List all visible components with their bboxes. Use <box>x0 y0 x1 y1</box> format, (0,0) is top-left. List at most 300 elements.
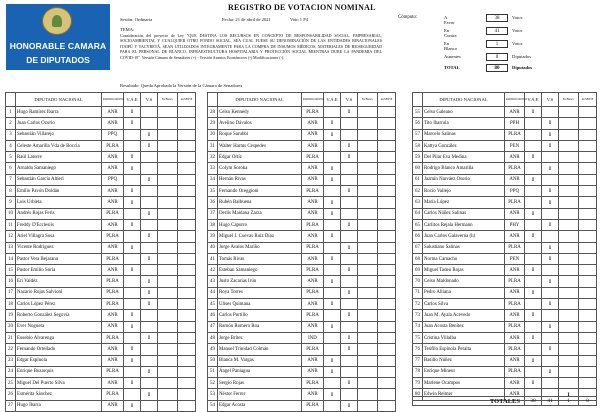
vote-vs <box>542 287 559 298</box>
row-number: 55 <box>413 107 423 118</box>
vote-vs <box>542 332 559 343</box>
vote-vs: I <box>341 186 358 197</box>
deputy-name: Carlos Silva <box>423 299 505 310</box>
vote-blank <box>158 231 178 242</box>
row-number: 28 <box>208 107 218 118</box>
row-number: 66 <box>413 231 423 242</box>
party-code: PLRA <box>505 163 525 174</box>
deputy-name: Fernando Ortellado <box>16 344 102 355</box>
vote-vs <box>141 265 158 276</box>
party-code: PLRA <box>102 389 124 400</box>
deputy-name: Vicente Rodríguez <box>16 242 102 253</box>
vote-vae <box>324 152 341 163</box>
deputy-name: Eusebio Alvarenga <box>16 332 102 343</box>
vote-vae <box>124 140 141 151</box>
vote-vs <box>341 299 358 310</box>
vote-blank <box>158 344 178 355</box>
vote-absent <box>579 265 597 276</box>
deputy-name: Eri Valdéz <box>16 276 102 287</box>
table-row <box>413 321 597 332</box>
vote-blank <box>358 174 378 185</box>
vote-blank <box>358 310 378 321</box>
table-row <box>208 197 396 208</box>
row-number: 67 <box>413 242 423 253</box>
table-row <box>208 310 396 321</box>
vote-blank <box>358 208 378 219</box>
vote-blank <box>559 253 579 264</box>
table-row <box>208 152 396 163</box>
vote-absent <box>579 332 597 343</box>
vote-vae: I <box>124 152 141 163</box>
vote-absent <box>378 389 396 400</box>
vote-blank <box>559 366 579 377</box>
table-row <box>208 389 396 400</box>
row-number: 30 <box>208 129 218 140</box>
deputy-name: Carlos López Pérez <box>16 299 102 310</box>
row-number: 12 <box>6 231 16 242</box>
party-code: PLRA <box>102 140 124 151</box>
vote-vs <box>341 321 358 332</box>
vote-vae: I <box>124 242 141 253</box>
vote-vae: I <box>324 208 341 219</box>
table-row <box>413 378 597 389</box>
deputy-name: Ángel Paniagua <box>218 366 302 377</box>
vote-vs: I <box>542 219 559 230</box>
vote-absent <box>579 152 597 163</box>
party-code: ANR <box>302 208 324 219</box>
vote-vae: I <box>124 310 141 321</box>
row-number: 32 <box>208 152 218 163</box>
row-number: 8 <box>6 186 16 197</box>
party-code: ANR <box>302 321 324 332</box>
table-row <box>6 265 196 276</box>
vote-absent <box>178 366 196 377</box>
vote-vs: I <box>542 366 559 377</box>
vote-vae: I <box>124 163 141 174</box>
vote-vae: I <box>324 118 341 129</box>
vote-vae <box>525 366 542 377</box>
vote-vae: I <box>124 197 141 208</box>
vote-absent <box>378 400 396 411</box>
row-number: 48 <box>208 332 218 343</box>
vote-blank <box>158 152 178 163</box>
deputy-name: Esmérita Sánchez <box>16 389 102 400</box>
row-number: 17 <box>6 287 16 298</box>
party-code: PLRA <box>505 276 525 287</box>
vote-absent <box>178 163 196 174</box>
party-code: ANR <box>302 197 324 208</box>
deputy-name: Marcelo Salinas <box>423 129 505 140</box>
col-blank: En Blanco <box>358 93 378 107</box>
row-number: 7 <box>6 174 16 185</box>
table-row <box>6 140 196 151</box>
vote-vs: I <box>141 389 158 400</box>
vote-vae: I <box>525 265 542 276</box>
row-number: 6 <box>6 163 16 174</box>
row-number: 38 <box>208 219 218 230</box>
party-code: ANR <box>505 332 525 343</box>
table-row <box>208 400 396 411</box>
deputy-name: Hernán Rivas <box>218 174 302 185</box>
vote-vae <box>324 378 341 389</box>
deputy-name: Sergio Rojas <box>218 378 302 389</box>
row-number: 37 <box>208 208 218 219</box>
table-row <box>413 242 597 253</box>
row-number: 21 <box>6 332 16 343</box>
table-row <box>413 287 597 298</box>
col-name: DIPUTADO NACIONAL <box>423 93 505 107</box>
vote-blank <box>358 332 378 343</box>
table-row <box>6 242 196 253</box>
vote-blank <box>158 197 178 208</box>
row-number: 15 <box>6 265 16 276</box>
party-code: ANR <box>102 219 124 230</box>
row-number: 47 <box>208 321 218 332</box>
row-number: 45 <box>208 299 218 310</box>
vote-vs: I <box>341 242 358 253</box>
party-code: PPQ <box>102 174 124 185</box>
deputy-name: Nazario Rojas Salvioni <box>16 287 102 298</box>
vote-vs: I <box>141 299 158 310</box>
vote-vs: I <box>542 140 559 151</box>
vote-blank <box>559 197 579 208</box>
deputy-name: Jazmín Narváez Osorio <box>423 174 505 185</box>
vote-vae <box>124 276 141 287</box>
party-code: PPH <box>505 118 525 129</box>
party-code: PLRA <box>102 366 124 377</box>
col-party: PARTIDO MOVIM <box>302 93 324 107</box>
vote-blank <box>358 400 378 411</box>
vote-blank <box>358 118 378 129</box>
vote-vs: I <box>141 174 158 185</box>
vote-blank <box>559 219 579 230</box>
vote-blank <box>158 186 178 197</box>
row-number: 5 <box>6 152 16 163</box>
vote-absent <box>378 152 396 163</box>
table-row <box>208 163 396 174</box>
summary-row-label: En Contra <box>444 28 457 38</box>
vote-blank <box>158 276 178 287</box>
summary-row-label: Ausentes <box>444 54 461 59</box>
vote-vs: I <box>542 118 559 129</box>
vote-vae <box>324 310 341 321</box>
vote-vs: I <box>341 400 358 411</box>
vote-vs: I <box>542 344 559 355</box>
vote-vae: I <box>525 208 542 219</box>
vote-blank <box>358 186 378 197</box>
vote-vae: I <box>324 355 341 366</box>
vote-absent <box>178 332 196 343</box>
deputy-name: Kattya González <box>423 140 505 151</box>
row-number: 14 <box>6 253 16 264</box>
vote-vs: I <box>141 253 158 264</box>
row-number: 74 <box>413 321 423 332</box>
party-code: PLRA <box>505 366 525 377</box>
vote-blank <box>158 208 178 219</box>
vote-vs: I <box>141 129 158 140</box>
row-number: 18 <box>6 299 16 310</box>
vote-vae: I <box>124 118 141 129</box>
vote-vae <box>324 140 341 151</box>
col-absent: AUSENTE <box>378 93 396 107</box>
summary-row-value: 41 <box>486 27 508 35</box>
row-number: 20 <box>6 321 16 332</box>
col-number <box>208 93 218 107</box>
vote-absent <box>178 208 196 219</box>
deputy-name: Jorge Brítez <box>218 332 302 343</box>
table-row <box>208 231 396 242</box>
vote-vs: I <box>542 253 559 264</box>
vote-vae: I <box>525 107 542 118</box>
vote-blank <box>158 355 178 366</box>
vote-vae: I <box>324 366 341 377</box>
vote-vs: I <box>341 140 358 151</box>
vote-absent <box>378 321 396 332</box>
summary-row-value: 38 <box>486 14 508 22</box>
vote-absent <box>178 253 196 264</box>
vote-absent <box>378 299 396 310</box>
party-code: ANR <box>505 265 525 276</box>
table-row <box>6 366 196 377</box>
party-code: ANR <box>302 140 324 151</box>
deputy-name: Luis Urbieta <box>16 197 102 208</box>
vote-blank <box>358 321 378 332</box>
vote-vs <box>341 129 358 140</box>
party-code: ANR <box>302 163 324 174</box>
deputy-name: Ulises Quintana <box>218 299 302 310</box>
vote-absent <box>579 118 597 129</box>
row-number: 33 <box>208 163 218 174</box>
table-row <box>208 265 396 276</box>
vote-blank <box>559 118 579 129</box>
party-code: ANR <box>505 310 525 321</box>
vote-vs: I <box>542 129 559 140</box>
row-number: 62 <box>413 186 423 197</box>
row-number: 57 <box>413 129 423 140</box>
party-code: ANR <box>102 310 124 321</box>
table-row <box>6 107 196 118</box>
table-row <box>208 107 396 118</box>
col-vae: V.A.E <box>324 93 341 107</box>
vote-vs <box>341 276 358 287</box>
party-code: ANR <box>102 321 124 332</box>
deputy-name: Rodrigo Blanco Amarilla <box>423 163 505 174</box>
vote-vae: I <box>124 378 141 389</box>
vote-blank <box>358 107 378 118</box>
vote-vs <box>141 378 158 389</box>
vote-absent <box>178 152 196 163</box>
row-number: 76 <box>413 344 423 355</box>
row-number: 9 <box>6 197 16 208</box>
vote-vae <box>124 208 141 219</box>
deputy-name: Blanca M. Vargas <box>218 355 302 366</box>
vote-blank <box>559 140 579 151</box>
vote-vae: I <box>124 400 141 411</box>
summary-row-value: 0 <box>486 53 508 61</box>
table-row <box>413 332 597 343</box>
row-number: 16 <box>6 276 16 287</box>
summary-row-label: A Favor <box>444 15 455 25</box>
vote-vs: I <box>341 344 358 355</box>
table-row <box>6 310 196 321</box>
party-code: ANR <box>102 344 124 355</box>
vote-vs <box>141 219 158 230</box>
vote-vs: I <box>341 219 358 230</box>
vote-absent <box>579 163 597 174</box>
vote-absent <box>178 140 196 151</box>
deputies-table-3 <box>412 92 597 401</box>
vote-vs <box>141 152 158 163</box>
deputy-name: Edgar Acosta <box>218 400 302 411</box>
vote-absent <box>579 140 597 151</box>
vote-vs: I <box>542 163 559 174</box>
vote-vae <box>525 129 542 140</box>
table-row <box>6 118 196 129</box>
col-vae: V.A.E <box>525 93 542 107</box>
vote-vs: I <box>341 152 358 163</box>
vote-vs <box>341 366 358 377</box>
vote-absent <box>178 276 196 287</box>
party-code: ANR <box>505 231 525 242</box>
vote-vae <box>324 242 341 253</box>
vote-absent <box>579 366 597 377</box>
deputy-name: Sebastián Villarejo <box>16 129 102 140</box>
party-code: PLRA <box>302 378 324 389</box>
party-code: ANR <box>302 231 324 242</box>
party-code: ANR <box>102 197 124 208</box>
summary-row-unit: Votos <box>512 15 523 20</box>
vote-blank <box>158 287 178 298</box>
row-number: 75 <box>413 332 423 343</box>
party-code: ANR <box>102 107 124 118</box>
row-number: 51 <box>208 366 218 377</box>
vote-vs: I <box>141 231 158 242</box>
vote-absent <box>378 118 396 129</box>
vote-vae <box>124 287 141 298</box>
vote-absent <box>178 197 196 208</box>
vote-vae <box>324 287 341 298</box>
table-row <box>413 129 597 140</box>
vote-absent <box>178 355 196 366</box>
row-number: 77 <box>413 355 423 366</box>
party-code: PLRA <box>505 344 525 355</box>
deputy-name: Freddy D'Ecclesiis <box>16 219 102 230</box>
vote-vs: I <box>341 265 358 276</box>
row-number: 22 <box>6 344 16 355</box>
vote-blank <box>559 208 579 219</box>
vote-absent <box>178 321 196 332</box>
vote-absent <box>378 197 396 208</box>
vote-blank <box>158 321 178 332</box>
vote-vs <box>141 107 158 118</box>
vote-absent <box>178 378 196 389</box>
row-number: 61 <box>413 174 423 185</box>
row-number: 13 <box>6 242 16 253</box>
deputy-name: Juan M. Ayala Acevedo <box>423 310 505 321</box>
total-blank: 1 <box>559 397 579 406</box>
vote-absent <box>378 276 396 287</box>
party-code: PPQ <box>102 129 124 140</box>
table-row <box>6 152 196 163</box>
party-code: PLRA <box>505 299 525 310</box>
deputy-name: Tito Ibarrola <box>423 118 505 129</box>
vote-vs: I <box>341 287 358 298</box>
table-row <box>6 287 196 298</box>
row-number: 49 <box>208 344 218 355</box>
row-number: 59 <box>413 152 423 163</box>
deputy-name: Ariel Villagra Sosa <box>16 231 102 242</box>
vote-vae <box>525 163 542 174</box>
deputy-name: Edwin Reimer <box>423 389 505 400</box>
party-code: ANR <box>302 389 324 400</box>
vote-vs <box>542 152 559 163</box>
vote-blank <box>158 107 178 118</box>
vote-absent <box>579 208 597 219</box>
row-number: 1 <box>6 107 16 118</box>
table-row <box>208 186 396 197</box>
vote-vs <box>341 208 358 219</box>
party-code: ANR <box>102 186 124 197</box>
vote-absent <box>178 287 196 298</box>
table-row <box>413 366 597 377</box>
vote-blank <box>559 129 579 140</box>
deputy-name: Enrique Mineur <box>423 366 505 377</box>
vote-absent <box>178 129 196 140</box>
col-blank: En Blanco <box>559 93 579 107</box>
vote-vs <box>141 163 158 174</box>
table-row <box>413 355 597 366</box>
vote-vae: I <box>324 129 341 140</box>
vote-absent <box>378 344 396 355</box>
row-number: 60 <box>413 163 423 174</box>
vote-vs <box>141 118 158 129</box>
vote-absent <box>579 276 597 287</box>
vote-absent <box>579 378 597 389</box>
vote-blank <box>158 242 178 253</box>
deputy-name: Esteban Samaniego <box>218 265 302 276</box>
vote-vs: I <box>141 366 158 377</box>
deputy-name: Tomás Rivas <box>218 253 302 264</box>
vote-blank <box>158 299 178 310</box>
vote-blank <box>358 140 378 151</box>
deputies-table-1 <box>5 92 196 412</box>
row-number: 68 <box>413 253 423 264</box>
vote-vae: I <box>525 310 542 321</box>
vote-vae: I <box>324 163 341 174</box>
table-row <box>413 186 597 197</box>
summary-row-unit: Votos <box>512 28 523 33</box>
vote-blank <box>559 344 579 355</box>
vote-vs: I <box>141 140 158 151</box>
vote-blank <box>158 366 178 377</box>
deputy-name: Roberto González Segovia <box>16 310 102 321</box>
col-party: PARTIDO MOVIM <box>505 93 525 107</box>
vote-vae: I <box>124 107 141 118</box>
vote-vs <box>542 231 559 242</box>
party-code: ANR <box>102 400 124 411</box>
row-number: 41 <box>208 253 218 264</box>
row-number: 2 <box>6 118 16 129</box>
table-row <box>208 140 396 151</box>
totals-label: TOTALES <box>413 397 525 406</box>
deputy-name: Miguel Del Puerto Silva <box>16 378 102 389</box>
deputy-name: Cristina Villalba <box>423 332 505 343</box>
table-row <box>413 299 597 310</box>
vote-blank <box>158 310 178 321</box>
vote-blank <box>559 186 579 197</box>
table-row <box>413 163 597 174</box>
row-number: 44 <box>208 287 218 298</box>
